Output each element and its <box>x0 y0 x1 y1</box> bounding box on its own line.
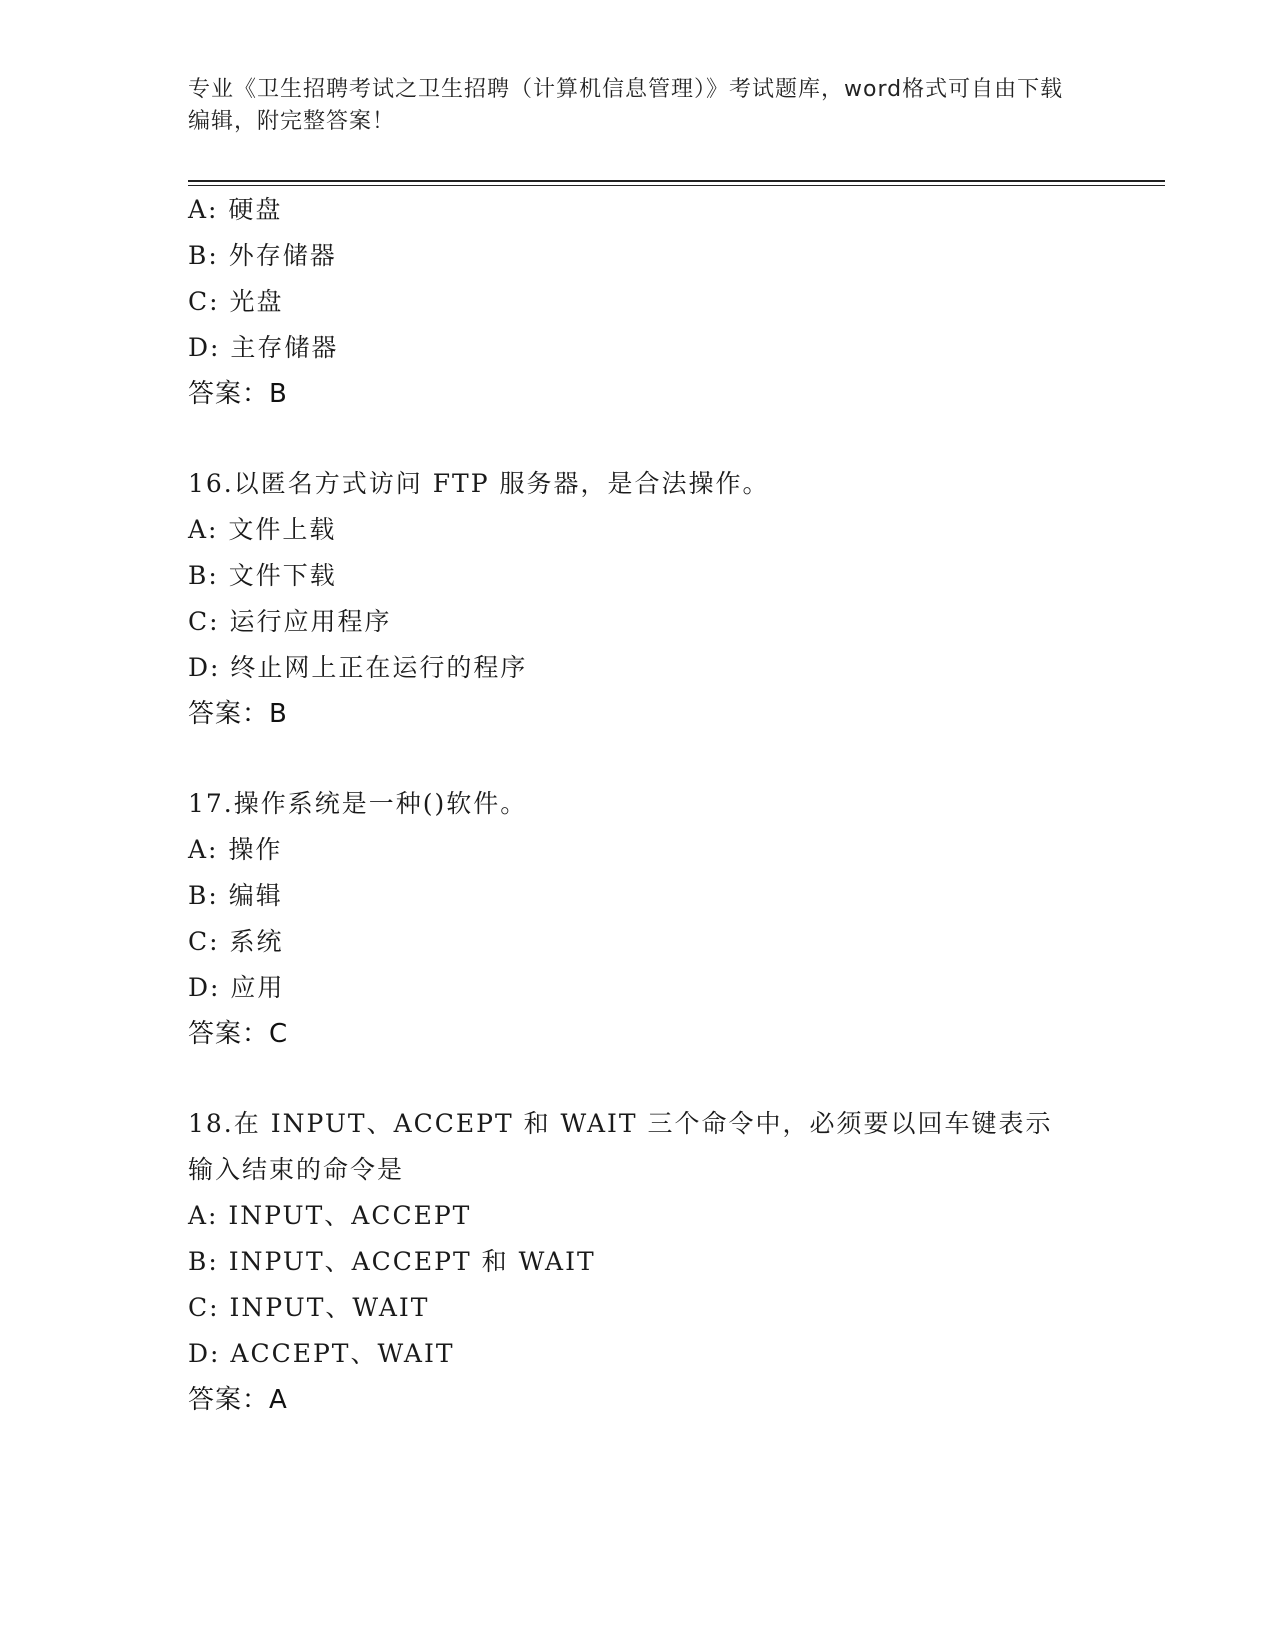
answer-line: 答案：B <box>188 699 288 729</box>
option-c: C: INPUT、WAIT <box>188 1293 430 1322</box>
question-title: 16.以匿名方式访问 FTP 服务器，是合法操作。 <box>188 469 770 498</box>
document-header: 专业《卫生招聘考试之卫生招聘（计算机信息管理）》考试题库，word格式可自由下载编辑，附完整答案！ <box>188 77 1064 134</box>
option-a: A: 硬盘 <box>188 195 283 224</box>
option-c: C: 系统 <box>188 927 284 956</box>
question-title: 18.在 INPUT、ACCEPT 和 WAIT 三个命令中，必须要以回车键表示输入结束的命令是 <box>188 1109 1053 1184</box>
question-16-block <box>188 461 1088 737</box>
spacer <box>188 417 1088 461</box>
option-b: B: 文件下载 <box>188 561 337 590</box>
option-c: C: 运行应用程序 <box>188 607 392 636</box>
option-d: D: ACCEPT、WAIT <box>188 1339 455 1368</box>
header-divider-thick <box>188 180 1165 182</box>
answer-line: 答案：A <box>188 1385 288 1415</box>
option-a: A: INPUT、ACCEPT <box>188 1201 472 1230</box>
option-d: D: 主存储器 <box>188 333 339 362</box>
question-title: 17.操作系统是一种()软件。 <box>188 789 528 818</box>
question-15-block <box>188 187 1088 417</box>
option-b: B: 编辑 <box>188 881 283 910</box>
option-b: B: INPUT、ACCEPT 和 WAIT <box>188 1247 596 1276</box>
answer-line: 答案：B <box>188 379 288 409</box>
option-c: C: 光盘 <box>188 287 284 316</box>
option-a: A: 文件上载 <box>188 515 337 544</box>
answer-line: 答案：C <box>188 1019 289 1049</box>
option-d: D: 应用 <box>188 973 285 1002</box>
question-17-block <box>188 781 1088 1057</box>
spacer <box>188 1057 1088 1101</box>
header-divider-thin <box>188 185 1165 186</box>
option-a: A: 操作 <box>188 835 283 864</box>
question-18-block <box>188 1101 1088 1423</box>
question-list <box>188 187 1088 1423</box>
spacer <box>188 737 1088 781</box>
option-d: D: 终止网上正在运行的程序 <box>188 653 528 682</box>
option-b: B: 外存储器 <box>188 241 337 270</box>
